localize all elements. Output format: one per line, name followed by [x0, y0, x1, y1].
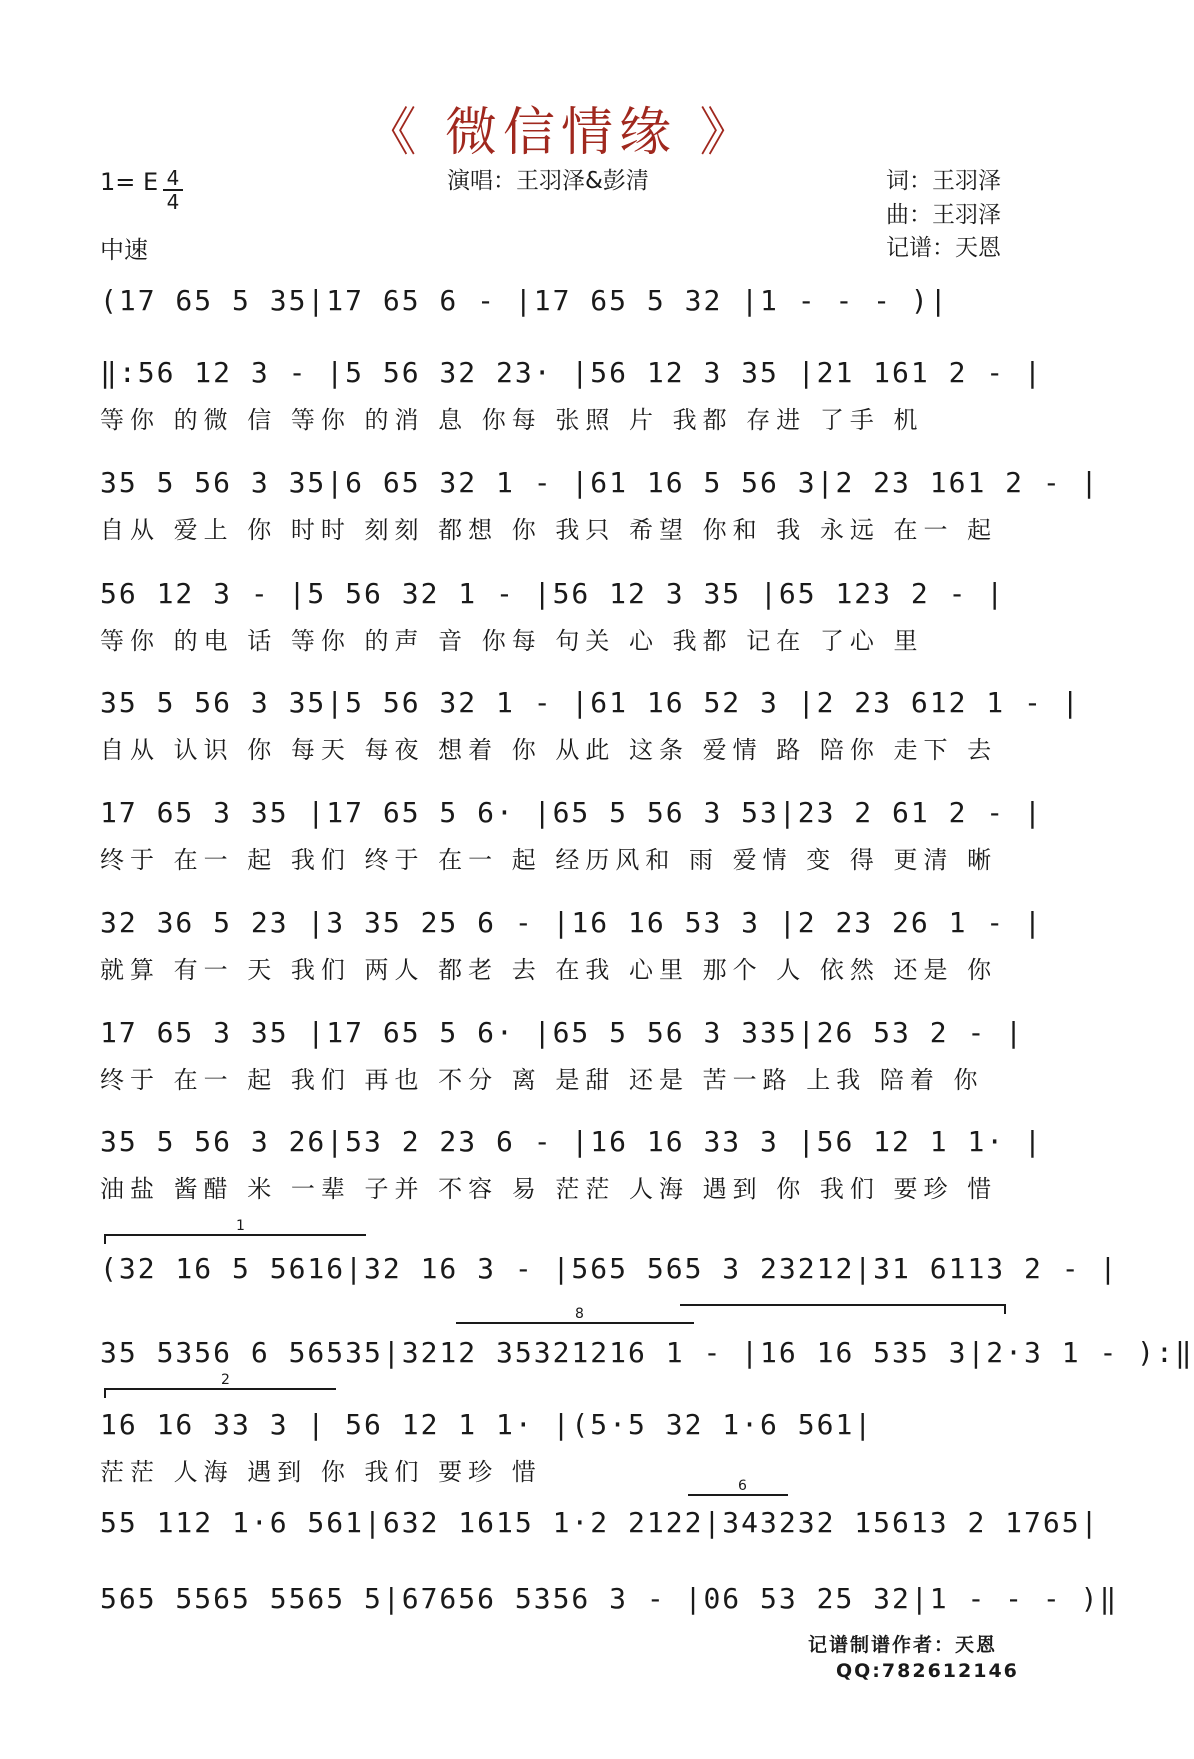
notes-line: 17 65 3 35 |17 65 5 6· |65 5 56 3 53|23 2 61 2 - |	[100, 796, 1043, 829]
notes-line: 35 5356 6 56535|3212 35321216 1 - |16 16 535 3|2·3 1 - ):‖	[100, 1336, 1194, 1369]
tempo: 中速	[100, 236, 148, 264]
song-title: 《 微信情缘 》	[364, 103, 758, 163]
lyrics-line: 终于 在一 起 我们 再也 不分 离 是甜 还是 苦一路 上我 陪着 你	[100, 1066, 984, 1094]
lyrics-line: 等你 的微 信 等你 的消 息 你每 张照 片 我都 存进 了手 机	[100, 406, 924, 434]
notes-line: 565 5565 5565 5|67656 5356 3 - |06 53 25 32|1 - - - )‖	[100, 1582, 1119, 1615]
performer: 演唱：王羽泽&彭清	[447, 168, 649, 194]
score-row	[100, 1125, 1043, 1205]
lyrics-line: 油盐 酱醋 米 一辈 子并 不容 易 茫茫 人海 遇到 你 我们 要珍 惜	[100, 1175, 998, 1203]
time-signature	[163, 168, 183, 212]
notes-line: 55 112 1·6 561|632 1615 1·2 2122|343232 15613 2 1765|	[100, 1506, 1100, 1539]
lyrics-line: 自从 认识 你 每天 每夜 想着 你 从此 这条 爱情 路 陪你 走下 去	[100, 736, 998, 764]
notes-line: 35 5 56 3 35|5 56 32 1 - |61 16 52 3 |2 23 612 1 - |	[100, 686, 1081, 719]
key-signature: 1= E	[100, 168, 159, 196]
ending-bracket	[680, 1304, 1006, 1314]
volta-bracket	[688, 1478, 788, 1504]
lyrics-line: 就算 有一 天 我们 两人 都老 去 在我 心里 那个 人 依然 还是 你	[100, 956, 998, 984]
lyrics-line: 自从 爱上 你 时时 刻刻 都想 你 我只 希望 你和 我 永远 在一 起	[100, 516, 998, 544]
lyrics-line: 等你 的电 话 等你 的声 音 你每 句关 心 我都 记在 了心 里	[100, 627, 924, 655]
score-row	[100, 1506, 1100, 1539]
score-row	[100, 906, 1043, 986]
notes-line: 35 5 56 3 35|6 65 32 1 - |61 16 5 56 3|2 23 161 2 - |	[100, 466, 1100, 499]
transcriber: 记谱：天恩	[886, 235, 1001, 261]
score-row	[100, 686, 1081, 766]
notes-line: 16 16 33 3 | 56 12 1 1· |(5·5 32 1·6 561|	[100, 1408, 874, 1441]
notes-line: (17 65 5 35|17 65 6 - |17 65 5 32 |1 - - - )|	[100, 284, 949, 317]
score-row	[100, 356, 1043, 436]
score-row	[100, 1408, 1026, 1488]
lyrics-line: 茫茫 人海 遇到 你 我们 要珍 惜	[100, 1458, 542, 1486]
time-denominator: 4	[166, 190, 180, 214]
composer: 曲：王羽泽	[886, 202, 1001, 228]
score-row	[100, 1582, 1119, 1615]
notes-line: 17 65 3 35 |17 65 5 6· |65 5 56 3 335|26 53 2 - |	[100, 1016, 1025, 1049]
time-numerator: 4	[163, 168, 183, 191]
volta-bracket	[104, 1372, 336, 1398]
score-row	[100, 577, 1026, 657]
score-row	[100, 1336, 1194, 1369]
volta-label: 2	[221, 1372, 230, 1388]
volta-label: 1	[236, 1218, 245, 1234]
score-row	[100, 1252, 1119, 1285]
notes-line: ‖:56 12 3 - |5 56 32 23· |56 12 3 35 |21 161 2 - |	[100, 356, 1043, 389]
notes-line: 35 5 56 3 26|53 2 23 6 - |16 16 33 3 |56 12 1 1· |	[100, 1125, 1043, 1158]
volta-bracket	[104, 1218, 366, 1244]
score-row	[100, 284, 1026, 317]
footer-author: 记谱制谱作者：天恩	[808, 1634, 998, 1656]
score-row	[100, 1016, 1026, 1096]
notes-line: 56 12 3 - |5 56 32 1 - |56 12 3 35 |65 123 2 - |	[100, 577, 1006, 610]
volta-label: 6	[738, 1478, 747, 1494]
score-row	[100, 796, 1043, 876]
lyrics-line: 终于 在一 起 我们 终于 在一 起 经历风和 雨 爱情 变 得 更清 晰	[100, 846, 998, 874]
footer-qq: QQ:782612146	[836, 1660, 1019, 1682]
lyricist: 词：王羽泽	[886, 168, 1001, 194]
notes-line: (32 16 5 5616|32 16 3 - |565 565 3 23212|31 6113 2 - |	[100, 1252, 1119, 1285]
volta-label: 8	[575, 1306, 584, 1322]
notes-line: 32 36 5 23 |3 35 25 6 - |16 16 53 3 |2 23 26 1 - |	[100, 906, 1043, 939]
score-row	[100, 466, 1100, 546]
volta-bracket	[456, 1306, 694, 1332]
